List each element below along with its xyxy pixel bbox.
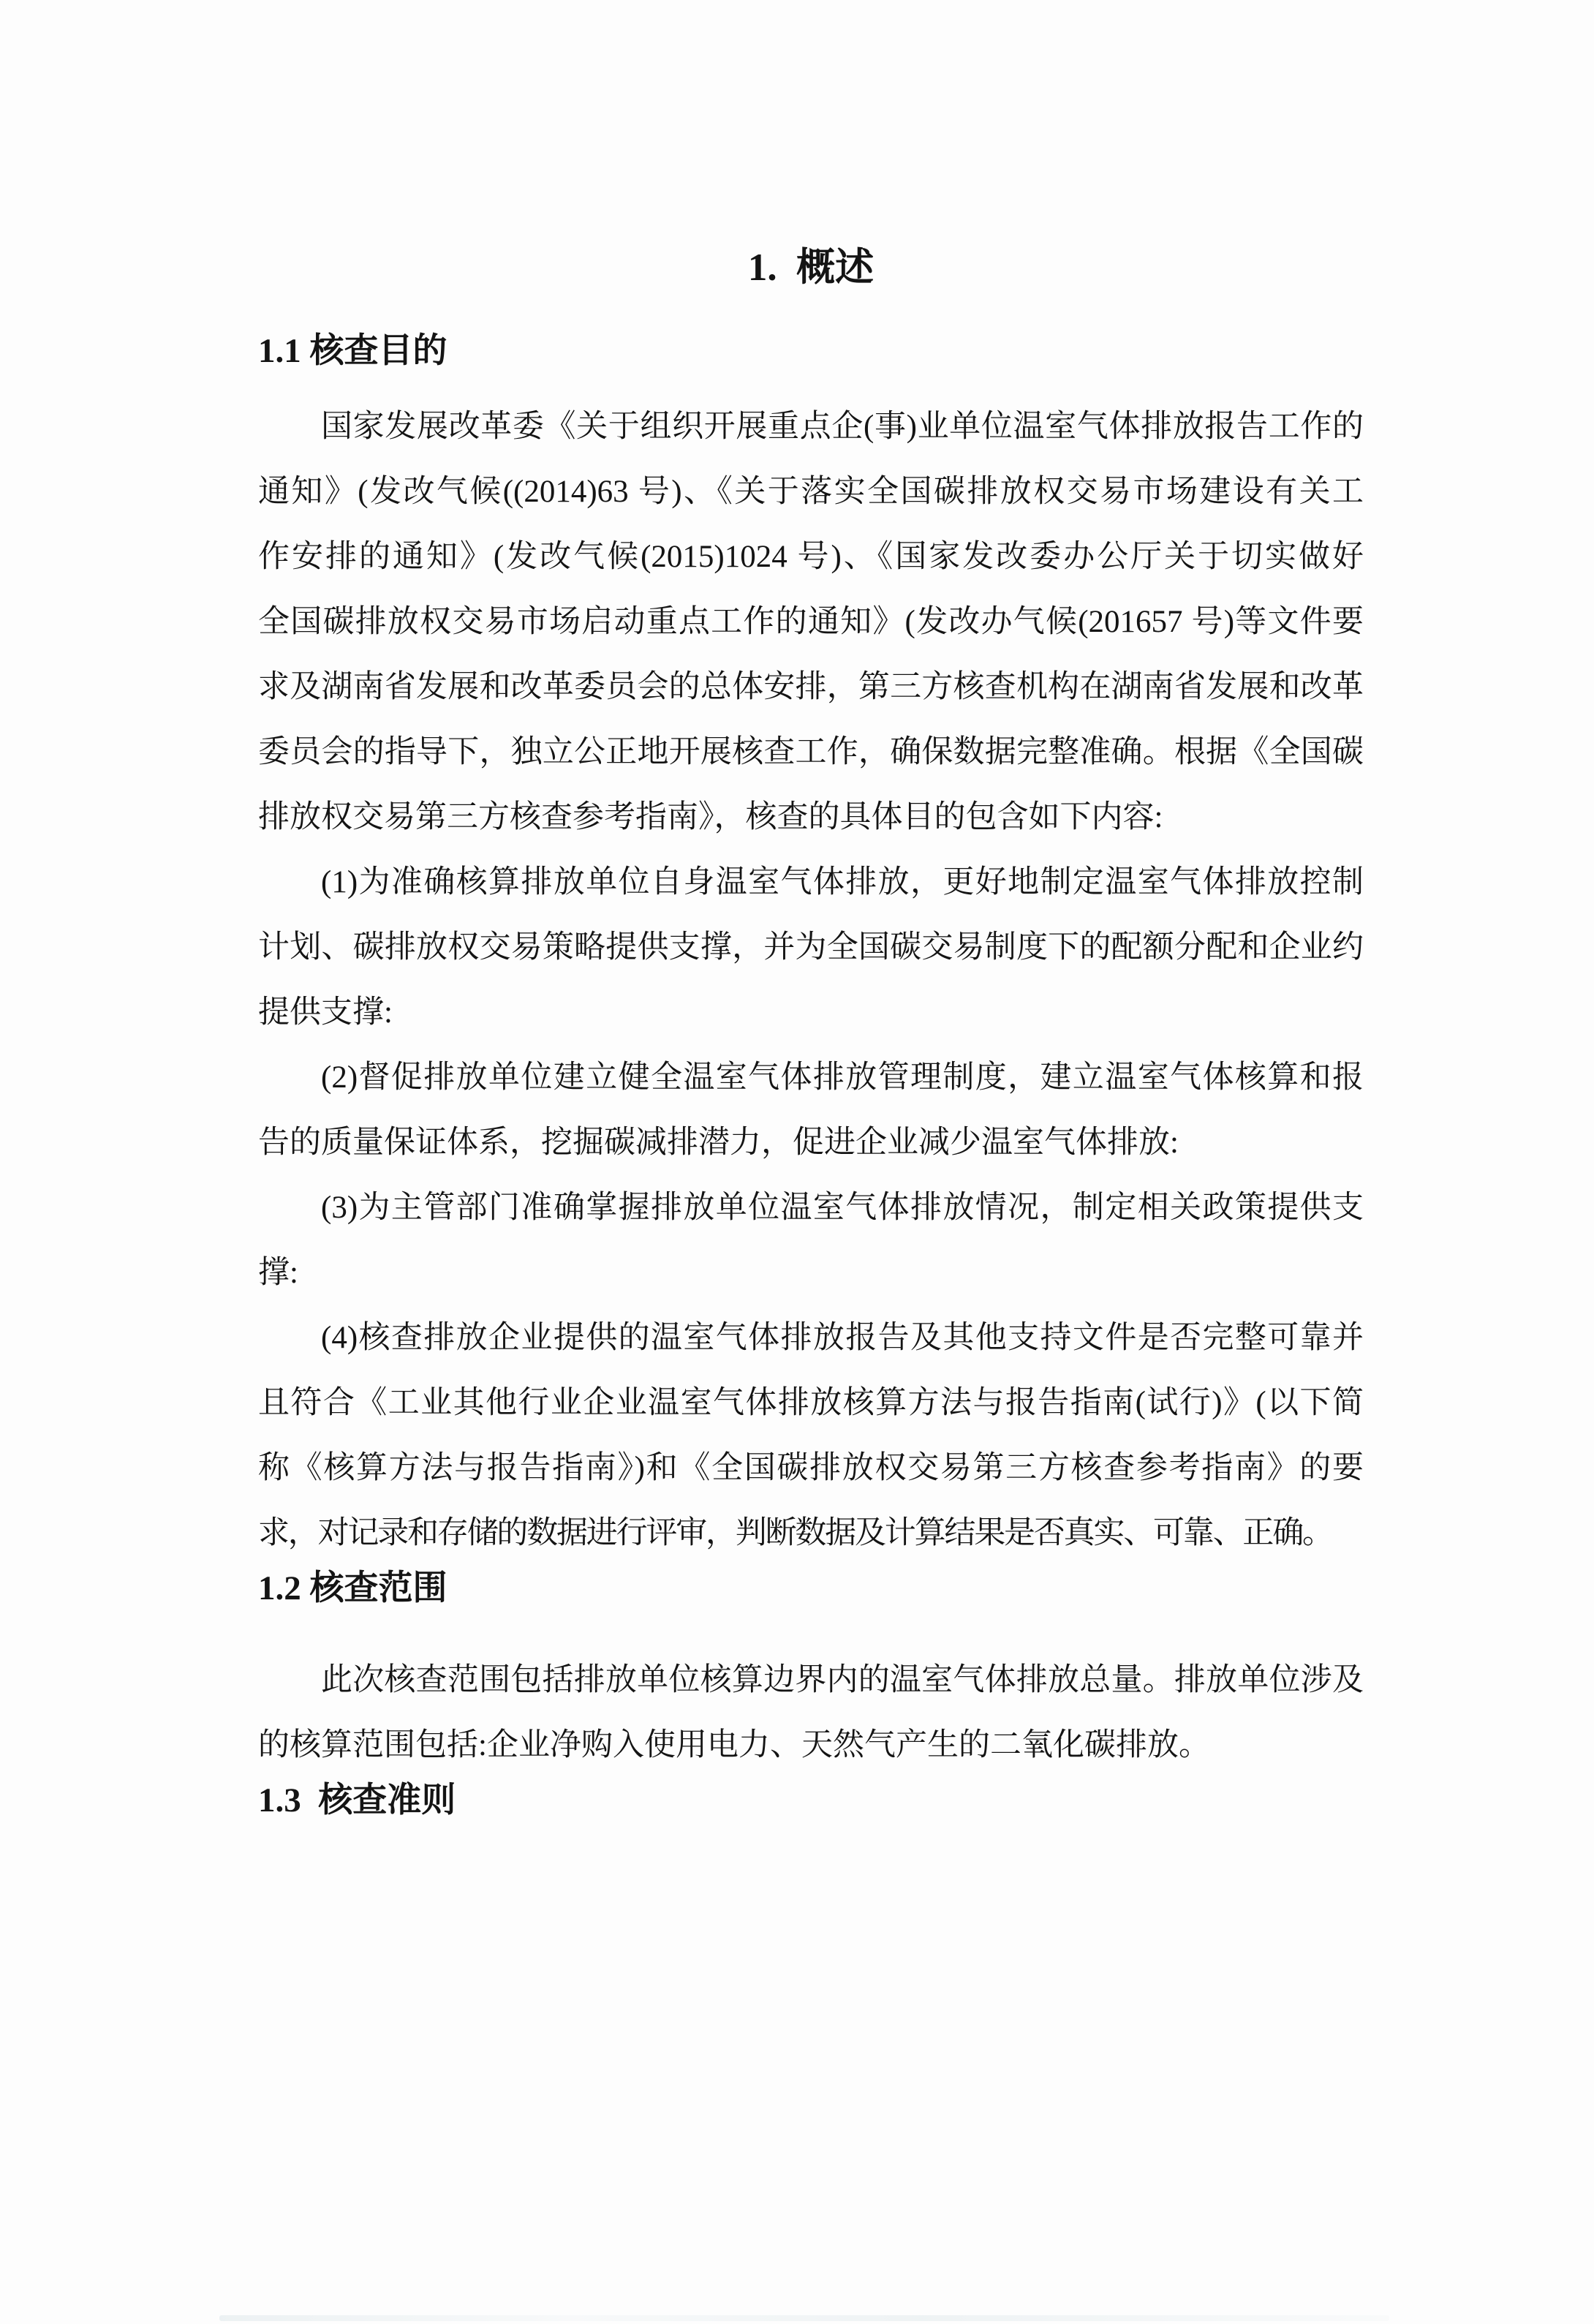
body-text-line: 求，对记录和存储的数据进行评审，判断数据及计算结果是否真实、可靠、正确。: [258, 1516, 1332, 1550]
body-text-line: 全国碳排放权交易市场启动重点工作的通知》(发改办气候(201657 号)等文件要: [258, 605, 1364, 639]
body-text-line: 撑:: [258, 1256, 298, 1290]
body-text-line: 此次核查范围包括排放单位核算边界内的温室气体排放总量。排放单位涉及: [321, 1663, 1364, 1697]
body-text-line: 提供支撑:: [258, 995, 393, 1030]
section-heading-1-1: 1.1 核查目的: [258, 332, 447, 370]
body-text-line: 通知》(发改气候((2014)63 号)、《关于落实全国碳排放权交易市场建设有关工: [258, 475, 1364, 509]
body-text-line: (3)为主管部门准确掌握排放单位温室气体排放情况，制定相关政策提供支: [321, 1191, 1364, 1225]
body-text-line: 告的质量保证体系，挖掘碳减排潜力，促进企业减少温室气体排放:: [258, 1125, 1179, 1160]
body-text-line: 的核算范围包括:企业净购入使用电力、天然气产生的二氧化碳排放。: [258, 1728, 1210, 1762]
body-text-line: 求及湖南省发展和改革委员会的总体安排，第三方核查机构在湖南省发展和改革: [258, 670, 1364, 704]
body-text-line: 计划、碳排放权交易策略提供支撑，并为全国碳交易制度下的配额分配和企业约: [258, 930, 1364, 965]
body-text-line: (2)督促排放单位建立健全温室气体排放管理制度，建立温室气体核算和报: [321, 1060, 1364, 1095]
section-heading-1-2: 1.2 核查范围: [258, 1569, 447, 1607]
body-text-line: (4)核查排放企业提供的温室气体排放报告及其他支持文件是否完整可靠并: [321, 1321, 1364, 1355]
section-heading-1-3: 1.3 核查准则: [258, 1781, 456, 1819]
body-text-line: 排放权交易第三方核查参考指南》，核查的具体目的包含如下内容:: [258, 800, 1163, 834]
body-text-line: 国家发展改革委《关于组织开展重点企(事)业单位温室气体排放报告工作的: [321, 410, 1364, 444]
body-text-line: 委员会的指导下，独立公正地开展核查工作，确保数据完整准确。根据《全国碳: [258, 735, 1364, 769]
body-text-line: 称《核算方法与报告指南》)和《全国碳排放权交易第三方核查参考指南》的要: [258, 1451, 1364, 1485]
chapter-title: 1. 概述: [747, 246, 875, 289]
scan-edge-artifact: [219, 2315, 1389, 2321]
document-body: [258, 328, 1364, 1823]
body-text-line: 且符合《工业其他行业企业温室气体排放核算方法与报告指南(试行)》(以下简: [258, 1386, 1364, 1420]
document-content: [258, 0, 1364, 1860]
body-text-line: (1)为准确核算排放单位自身温室气体排放，更好地制定温室气体排放控制: [321, 865, 1364, 899]
body-text-line: 作安排的通知》(发改气候(2015)1024 号)、《国家发改委办公厅关于切实做好: [258, 540, 1364, 574]
